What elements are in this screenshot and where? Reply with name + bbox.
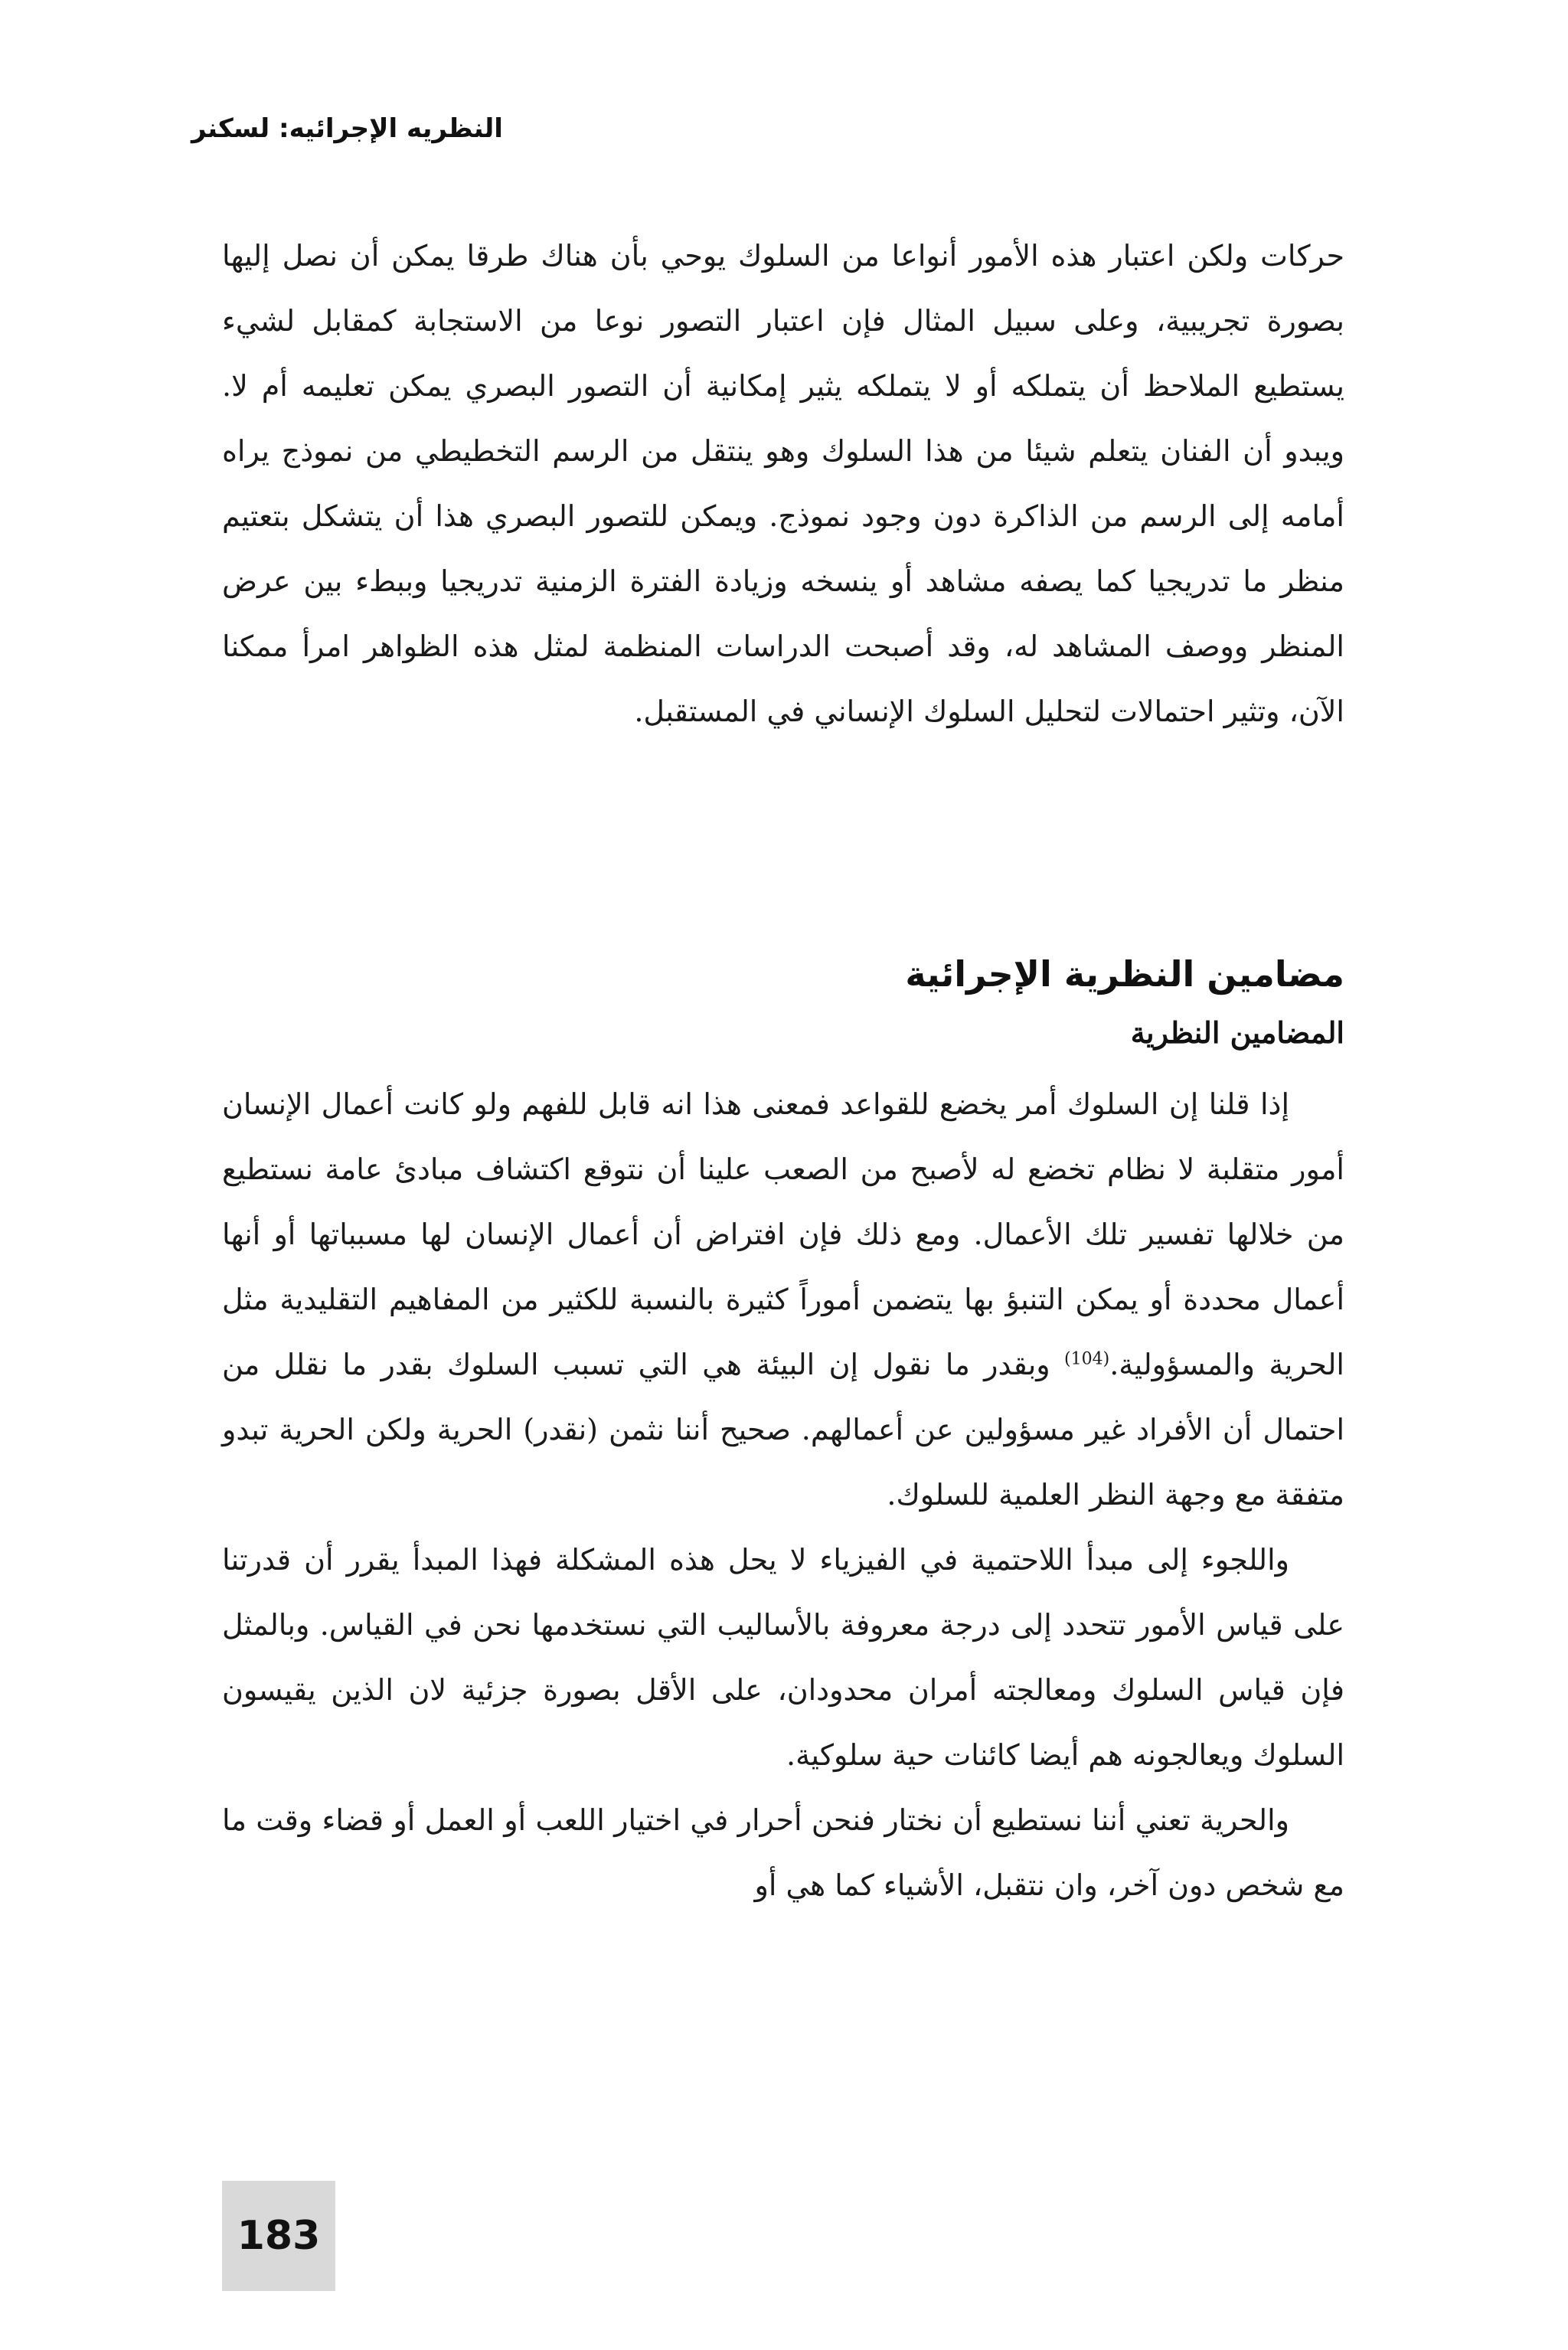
body-paragraph-3: والحرية تعني أننا نستطيع أن نختار فنحن أحرار في اختيار اللعب أو العمل أو قضاء وقت ما مع شخص دون آخر، وان نتقبل، الأشياء كما هي أو [222,1803,1344,1902]
body-paragraph-2: واللجوء إلى مبدأ اللاحتمية في الفيزياء لا يحل هذه المشكلة فهذا المبدأ يقرر أن قدرتنا على قياس الأمور تتحدد إلى درجة معروفة بالأساليب التي نستخدمها نحن في القياس. وبالمثل فإن قياس السلوك ومعالجته أمران محدودان، على الأقل بصورة جزئية لان الذين يقيسون السلوك ويعالجونه هم أيضا كائنات حية سلوكية. [222,1543,1344,1772]
body-paragraph-1 [222,1072,1344,1528]
running-header: النظريه الإجرائيه: لسكنر [191,113,503,144]
section-heading: مضامين النظرية الإجرائية [905,953,1344,995]
intro-paragraph: حركات ولكن اعتبار هذه الأمور أنواعا من السلوك يوحي بأن هناك طرقا يمكن أن نصل إليها بصورة تجريبية، وعلى سبيل المثال فإن اعتبار التصور نوعا من الاستجابة كمقابل لشيء يستطيع الملاحظ أن يتملكه أو لا يتملكه يثير إمكانية أن التصور البصري يمكن تعليمه أم لا. ويبدو أن الفنان يتعلم شيئا من هذا السلوك وهو ينتقل من الرسم التخطيطي من نموذج يراه أمامه إلى الرسم من الذاكرة دون وجود نموذج. ويمكن للتصور البصري هذا أن يتشكل بتعتيم منظر ما تدريجيا كما يصفه مشاهد أو ينسخه وزيادة الفترة الزمنية تدريجيا وببطء بين عرض المنظر ووصف المشاهد له، وقد أصبحت الدراسات المنظمة لمثل هذه الظواهر امرأ ممكنا الآن، وتثير احتمالات لتحليل السلوك الإنساني في المستقبل. [222,239,1345,728]
footnote-reference: (104) [1064,1349,1110,1369]
body-paragraph-1-part-a: إذا قلنا إن السلوك أمر يخضع للقواعد فمعنى هذا انه قابل للفهم ولو كانت أعمال الإنسان أمور متقلبة لا نظام تخضع له لأصبح من الصعب علينا أن نتوقع اكتشاف مبادئ عامة نستطيع من خلالها تفسير تلك الأعمال. ومع ذلك فإن افتراض أن أعمال الإنسان لها مسبباتها أو أنها أعمال محددة أو يمكن التنبؤ بها يتضمن أموراً كثيرة بالنسبة للكثير من المفاهيم التقليدية مثل الحرية والمسؤولية. [222,1087,1344,1381]
page-number-box [222,2181,335,2291]
page-number: 183 [237,2213,321,2259]
section-subheading: المضامين النظرية [1130,1015,1344,1050]
body-paragraph-1-part-b: وبقدر ما نقول إن البيئة هي التي تسبب السلوك بقدر ما نقلل من احتمال أن الأفراد غير مسؤولين عن أعمالهم. صحيح أننا نثمن (نقدر) الحرية ولكن الحرية تبدو متفقة مع وجهة النظر العلمية للسلوك. [222,1348,1344,1512]
intro-text-block [222,224,1344,744]
body-text-block [222,1072,1344,1918]
